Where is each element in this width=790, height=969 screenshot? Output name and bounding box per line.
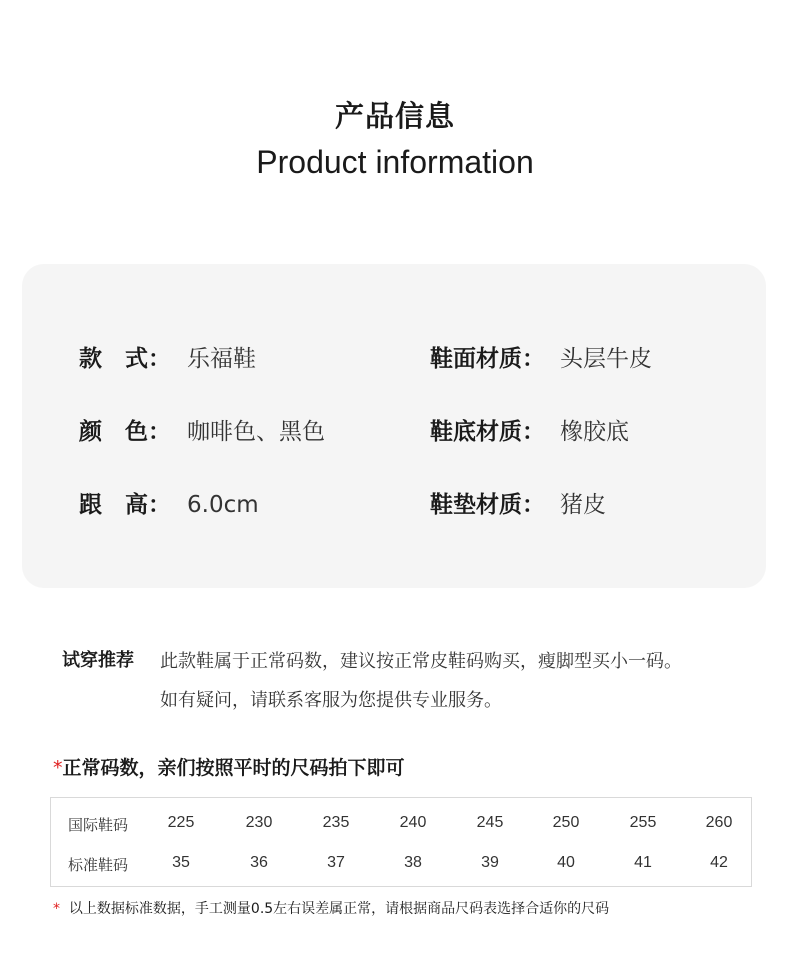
spec-key: 鞋底材质： [430, 419, 545, 445]
spec-heel-height [79, 486, 259, 519]
spec-style [79, 340, 256, 373]
size-note [53, 753, 405, 780]
footnote-text: 以上数据标准数据，手工测量0.5左右误差属正常，请根据商品尺码表选择合适你的尺码 [68, 901, 610, 917]
spec-value: 头层牛皮 [560, 346, 652, 372]
spec-value: 橡胶底 [560, 419, 629, 445]
try-on-text-line2: 如有疑问，请联系客服为您提供专业服务。 [160, 690, 502, 711]
size-cell: 40 [557, 854, 575, 871]
spec-value: 乐福鞋 [187, 346, 256, 372]
size-cell: 235 [322, 814, 350, 831]
spec-key: 款 式： [79, 346, 171, 372]
row-label: 标准鞋码 [68, 856, 129, 874]
size-row-standard [51, 844, 751, 884]
asterisk-icon: * [53, 901, 60, 917]
try-on-text-line1: 此款鞋属于正常码数，建议按正常皮鞋码购买，瘦脚型买小一码。 [160, 651, 682, 672]
title-cn: 产品信息 [334, 99, 455, 133]
size-cell: 230 [245, 814, 273, 831]
size-cell: 250 [552, 814, 580, 831]
asterisk-icon: * [53, 757, 63, 779]
size-cell: 42 [710, 854, 728, 871]
size-row-international [51, 804, 751, 844]
size-note-text: 正常码数，亲们按照平时的尺码拍下即可 [62, 757, 405, 779]
spec-value: 猪皮 [560, 492, 606, 518]
spec-color [79, 413, 325, 446]
spec-sole-material [430, 413, 629, 446]
size-cell: 245 [476, 814, 504, 831]
spec-value: 6.0cm [187, 492, 259, 518]
footnote [53, 898, 609, 918]
spec-upper-material [430, 340, 652, 373]
size-cell: 225 [167, 814, 195, 831]
spec-key: 颜 色： [79, 419, 171, 445]
size-cell: 41 [634, 854, 652, 871]
title-en: Product information [256, 144, 534, 180]
spec-insole-material [430, 486, 606, 519]
size-cell: 36 [250, 854, 268, 871]
size-cell: 39 [481, 854, 499, 871]
size-cell: 35 [172, 854, 190, 871]
size-cell: 38 [404, 854, 422, 871]
spec-value: 咖啡色、黑色 [187, 419, 325, 445]
spec-key: 鞋垫材质： [430, 492, 545, 518]
size-cell: 240 [399, 814, 427, 831]
try-on-label: 试穿推荐 [62, 650, 134, 671]
size-cell: 37 [327, 854, 345, 871]
size-cell: 260 [705, 814, 733, 831]
size-table [50, 797, 752, 887]
product-info-card [22, 264, 766, 588]
spec-key: 跟 高： [79, 492, 171, 518]
spec-key: 鞋面材质： [430, 346, 545, 372]
row-label: 国际鞋码 [68, 816, 129, 834]
size-cell: 255 [629, 814, 657, 831]
